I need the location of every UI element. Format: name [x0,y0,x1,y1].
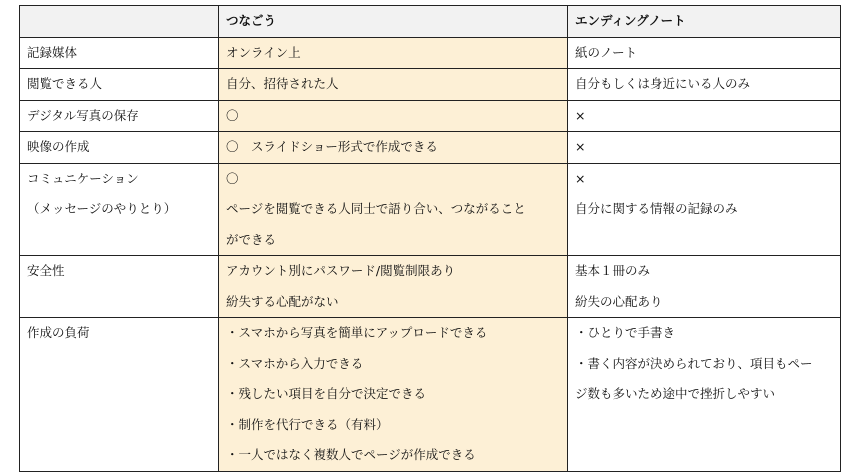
ending-note-cell [568,163,841,256]
cell-line: 自分に関する情報の記録のみ [575,201,738,216]
row-label-cell [20,132,219,164]
ending-note-cell [568,132,841,164]
cell-line: オンライン上 [226,44,301,60]
cell-line: ジ数も多いため途中で挫折しやすい [575,386,776,401]
table-row [20,256,841,318]
row-label-cell [20,318,219,472]
ending-note-cell [568,69,841,101]
cell-line: 閲覧できる人 [27,76,103,91]
row-label-cell [20,100,219,132]
cell-line: 記録媒体 [27,44,78,60]
cell-line: ・残したい項目を自分で決定できる [226,386,427,401]
table-row [20,318,841,472]
header-corner-cell [20,6,219,38]
cell-line: 紙のノート [575,44,638,60]
tsunagou-cell [219,318,568,472]
tsunagou-cell [219,100,568,132]
cell-line: 紛失する心配がない [226,293,339,309]
cell-line: 映像の作成 [27,139,90,154]
tsunagou-cell [219,37,568,69]
cell-line: デジタル写真の保存 [27,107,139,123]
cell-line: ・書く内容が決められており、項目もペー [575,355,813,371]
cell-line: ・スマホから入力できる [226,355,364,371]
cell-line: 自分もしくは身近にいる人のみ [575,76,751,91]
header-ending-note: エンディングノート [568,6,841,38]
cell-line: アカウント別にパスワード/閲覧制限あり [226,263,456,278]
header-tsunagou: つなごう [219,6,568,38]
ending-note-cell [568,100,841,132]
table-row [20,69,841,101]
cell-line: ・スマホから写真を簡単にアップロードできる [226,325,488,340]
cell-line: ページを閲覧できる人同士で語り合い、つながること [226,201,526,216]
tsunagou-cell [219,163,568,256]
cell-line: × [575,139,586,154]
cell-line: 〇 [226,170,239,186]
tsunagou-cell [219,132,568,164]
cell-line: × [575,170,586,186]
cell-line: （メッセージのやりとり） [27,201,177,216]
cell-line: 〇 [226,107,239,123]
tsunagou-cell [219,69,568,101]
ending-note-cell [568,256,841,318]
table-row [20,37,841,69]
ending-note-cell [568,318,841,472]
tsunagou-cell [219,256,568,318]
table-row [20,163,841,256]
row-label-cell [20,69,219,101]
table-row [20,132,841,164]
cell-line: 〇 スライドショー形式で作成できる [226,139,438,154]
cell-line: コミュニケーション [27,170,139,186]
comparison-table [19,5,841,472]
cell-line: 紛失の心配あり [575,293,663,309]
cell-line: ができる [226,231,277,247]
cell-line: ・ひとりで手書き [575,325,676,340]
cell-line: 基本１冊のみ [575,263,651,278]
cell-line: 作成の負荷 [27,325,90,340]
header-row [20,6,841,38]
cell-line: × [575,107,586,123]
cell-line: 自分、招待された人 [226,76,339,91]
ending-note-cell [568,37,841,69]
row-label-cell [20,256,219,318]
cell-line: 安全性 [27,263,65,278]
table-row [20,100,841,132]
row-label-cell [20,37,219,69]
cell-line: ・一人ではなく複数人でページが作成できる [226,447,476,462]
cell-line: ・制作を代行できる（有料） [226,416,389,432]
row-label-cell [20,163,219,256]
